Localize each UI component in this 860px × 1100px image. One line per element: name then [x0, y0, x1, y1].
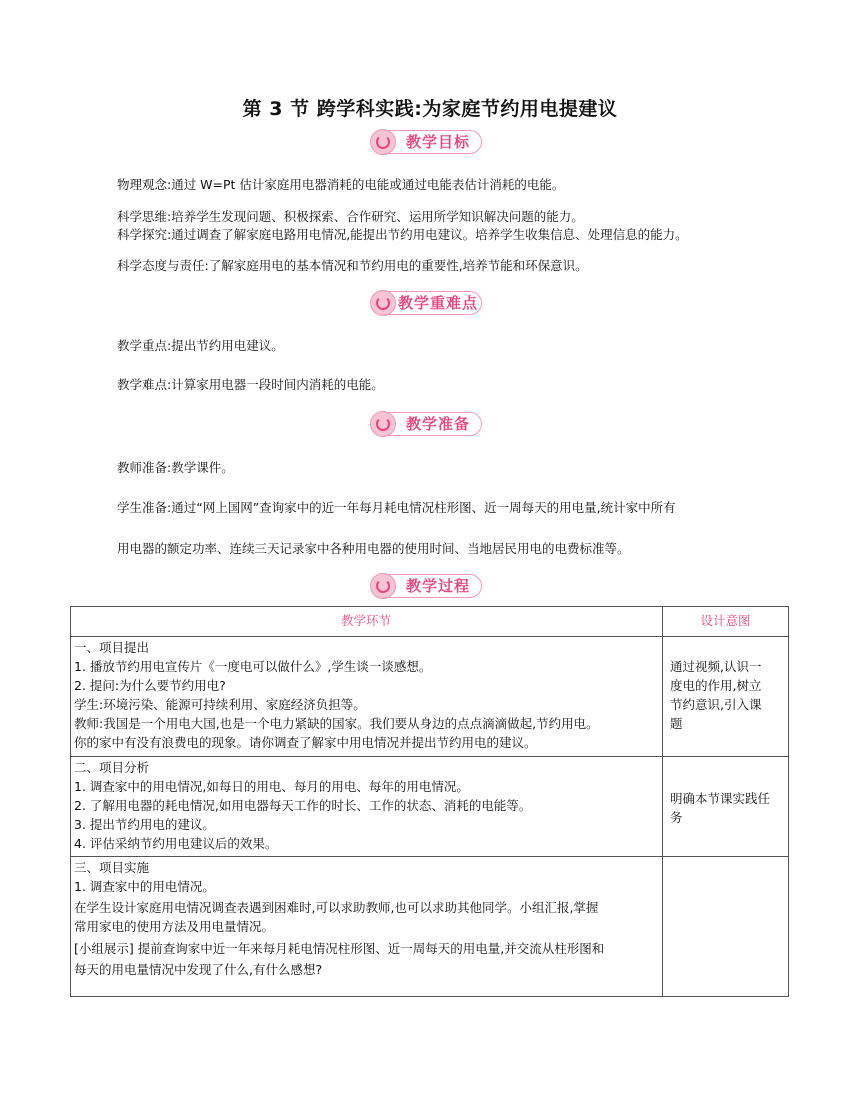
process-table	[70, 606, 789, 997]
table-header-intent: 设计意图	[700, 613, 751, 628]
row1-heading: 一、项目提出	[74, 640, 150, 655]
row3-heading: 三、项目实施	[74, 860, 150, 875]
goal-attitude: 科学态度与责任:了解家庭用电的基本情况和节约用电的重要性,培养节能和环保意识。	[117, 258, 588, 273]
row1-intent: 通过视频,认识一	[670, 659, 762, 674]
page-title: 第 3 节 跨学科实践:为家庭节约用电提建议	[242, 98, 618, 120]
section-badge-keypoints	[372, 291, 482, 315]
row1-line: 学生:环境污染、能源可持续利用、家庭经济负担等。	[74, 697, 366, 712]
goal-physics: 物理观念:通过 W=Pt 估计家庭用电器消耗的电能或通过电能表估计消耗的电能。	[117, 177, 565, 192]
section-badge-process	[372, 574, 482, 598]
keypoint-difficulty: 教学难点:计算家用电器一段时间内消耗的电能。	[117, 377, 384, 392]
section-badge-preparation	[372, 412, 482, 436]
prep-student-line2: 用电器的额定功率、连续三天记录家中各种用电器的使用时间、当地居民用电的电费标准等。	[117, 541, 630, 556]
row1-line: 2. 提问:为什么要节约用电?	[74, 678, 226, 693]
row2-intent: 务	[670, 810, 683, 825]
row2-line: 2. 了解用电器的耗电情况,如用电器每天工作的时长、工作的状态、消耗的电能等。	[74, 798, 532, 813]
section-swirl-icon	[370, 573, 396, 599]
section-swirl-icon	[370, 290, 396, 316]
row1-line: 你的家中有没有浪费电的现象。请你调查了解家中用电情况并提出节约用电的建议。	[74, 735, 537, 750]
table-header-stage: 教学环节	[340, 613, 391, 628]
row1-intent: 节约意识,引入课	[670, 697, 762, 712]
section-swirl-icon	[370, 411, 396, 437]
row2-heading: 二、项目分析	[74, 760, 150, 775]
section-title-preparation: 教学准备	[405, 415, 470, 433]
row2-line: 4. 评估采纳节约用电建议后的效果。	[74, 836, 278, 851]
row3-line: 1. 调查家中的用电情况。	[74, 879, 215, 894]
row3-line: 常用家电的使用方法及用电量情况。	[74, 919, 275, 934]
row1-line: 1. 播放节约用电宣传片《一度电可以做什么》,学生谈一谈感想。	[74, 659, 432, 674]
row3-line: 在学生设计家庭用电情况调查表遇到困难时,可以求助教师,也可以求助其他同学。小组汇报,掌握	[74, 900, 599, 915]
prep-student-line1: 学生准备:通过“网上国网”查询家中的近一年每月耗电情况柱形图、近一周每天的用电量,统计家中所有	[117, 500, 676, 515]
row3-line: [小组展示] 提前查询家中近一年来每月耗电情况柱形图、近一周每天的用电量,并交流从柱形图和	[74, 941, 605, 956]
keypoint-focus: 教学重点:提出节约用电建议。	[117, 338, 284, 353]
section-title-process: 教学过程	[405, 577, 470, 595]
goal-inquiry: 科学探究:通过调查了解家庭电路用电情况,能提出节约用电建议。培养学生收集信息、处理信息的能力。	[117, 227, 688, 242]
row2-line: 1. 调查家中的用电情况,如每日的用电、每月的用电、每年的用电情况。	[74, 779, 469, 794]
row2-line: 3. 提出节约用电的建议。	[74, 817, 215, 832]
section-title-goals: 教学目标	[405, 133, 470, 151]
section-badge-goals	[372, 130, 482, 154]
row2-intent: 明确本节课实践任	[670, 791, 771, 806]
row1-line: 教师:我国是一个用电大国,也是一个电力紧缺的国家。我们要从身边的点点滴滴做起,节约用电。	[74, 716, 599, 731]
row1-intent: 题	[670, 716, 683, 731]
row3-line: 每天的用电量情况中发现了什么,有什么感想?	[74, 962, 323, 977]
prep-teacher: 教师准备:教学课件。	[117, 460, 234, 475]
row1-intent: 度电的作用,树立	[670, 678, 762, 693]
goal-thinking: 科学思维:培养学生发现问题、积极探索、合作研究、运用所学知识解决问题的能力。	[117, 209, 584, 224]
section-swirl-icon	[370, 129, 396, 155]
section-title-keypoints: 教学重难点	[398, 294, 479, 312]
